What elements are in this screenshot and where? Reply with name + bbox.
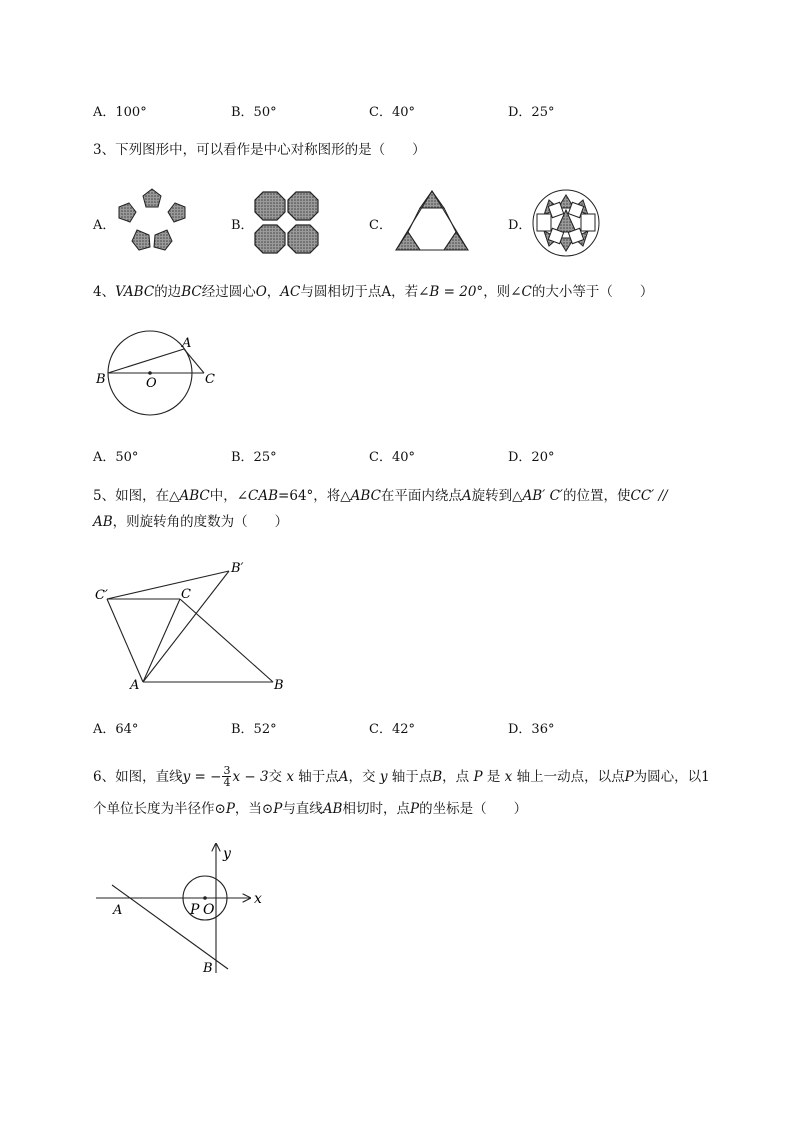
q3-figure-octagons — [252, 190, 322, 256]
q4-figure — [90, 325, 230, 425]
q3-figure-pentagons — [112, 186, 192, 256]
q4-option-d: D．20° — [508, 450, 555, 465]
q4-label-c: C — [205, 372, 215, 387]
q3-label-b: B． — [231, 218, 254, 233]
q6-label-p: P — [190, 902, 200, 918]
q6-center-dot — [203, 896, 207, 900]
q2-option-a: A．100° — [93, 105, 147, 120]
q5-label-bprime: B′ — [231, 561, 244, 576]
q6-label-b: B — [203, 961, 213, 976]
q6-stem-line1: 6、如图，直线y = − $\frac{3}{4}$ x − 3交 x 轴于点A，交 y 轴于点B，点 P 是 x 轴上一动点，以点P为圆心，以1 — [93, 764, 710, 789]
q4-center-dot — [148, 371, 152, 375]
q5-label-b: B — [274, 678, 284, 693]
q4-line-ba — [108, 349, 184, 373]
q3-label-d: D． — [508, 218, 532, 233]
q4-option-b: B．25° — [231, 450, 277, 465]
q6-label-x: x — [254, 891, 262, 907]
q6-label-a: A — [113, 903, 123, 918]
q5-stem-line1: 5、如图，在△ABC中，∠CAB=64°，将△ABC在平面内绕点A旋转到△AB′ C′的位置，使CC′ // — [93, 488, 668, 504]
q2-option-b: B．50° — [231, 105, 277, 120]
q4-label-o: O — [146, 376, 157, 391]
q5-line-cpa — [107, 599, 143, 682]
q4-option-c: C．40° — [369, 450, 415, 465]
q5-option-c: C．42° — [369, 722, 415, 737]
q6-stem-line2: 个单位长度为半径作⊙P，当⊙P与直线AB相切时，点P的坐标是（ ） — [93, 801, 528, 817]
q5-label-cprime: C′ — [95, 588, 108, 603]
q5-option-b: B．52° — [231, 722, 277, 737]
q3-stem: 3、下列图形中，可以看作是中心对称图形的是（ ） — [93, 142, 426, 158]
q4-line-ac — [184, 349, 204, 373]
q5-line-ac — [143, 599, 180, 682]
q3-figure-circle-pattern — [530, 188, 602, 258]
q4-label-a: A — [182, 336, 192, 351]
q4-stem: 4、VABC的边BC经过圆心O，AC与圆相切于点A，若∠B = 20°，则∠C的大小等于（ ） — [93, 284, 654, 300]
q6-label-o: O — [203, 902, 215, 918]
q3-figure-triangle — [392, 188, 472, 254]
q2-option-d: D．25° — [508, 105, 555, 120]
q5-label-a: A — [130, 678, 140, 693]
q5-label-c: C — [181, 587, 191, 602]
q5-option-a: A．64° — [93, 722, 139, 737]
q6-figure — [90, 838, 280, 983]
q3-label-a: A． — [93, 218, 116, 233]
q6-fraction: $\frac{3}{4}$ — [223, 764, 231, 789]
q3-label-c: C． — [369, 218, 392, 233]
q4-option-a: A．50° — [93, 450, 139, 465]
q6-label-y: y — [223, 846, 231, 862]
q4-label-b: B — [96, 372, 106, 387]
q5-option-d: D．36° — [508, 722, 555, 737]
q5-stem-line2: AB，则旋转角的度数为（ ） — [93, 514, 289, 530]
q2-option-c: C．40° — [369, 105, 415, 120]
q5-line-cb — [180, 599, 273, 682]
q5-figure — [90, 555, 300, 695]
